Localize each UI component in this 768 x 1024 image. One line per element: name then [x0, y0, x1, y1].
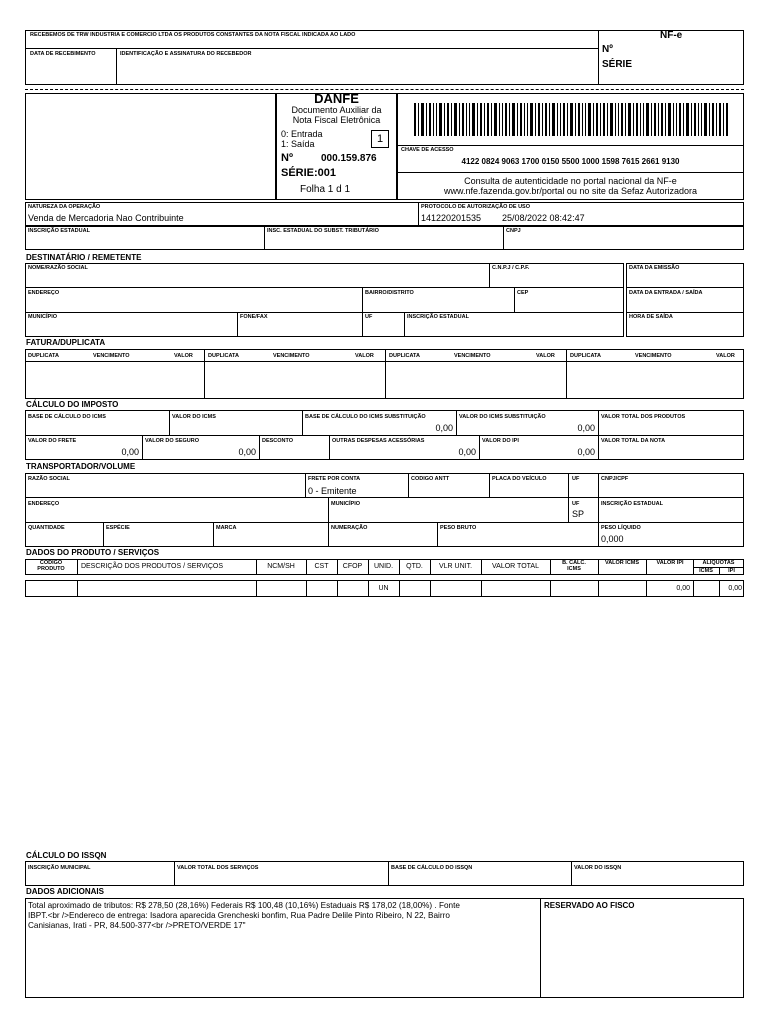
protocolo-data: 25/08/2022 08:42:47	[502, 213, 585, 223]
imposto-section: CÁLCULO DO IMPOSTO	[26, 400, 119, 409]
dest-municipio: MUNICÍPIO	[28, 314, 58, 320]
fatura-dup-1: DUPLICATA	[28, 353, 59, 359]
dest-data-entrada: DATA DA ENTRADA / SAÍDA	[629, 290, 703, 296]
chave-label: CHAVE DE ACESSO	[401, 147, 454, 153]
fatura-venc-4: VENCIMENTO	[635, 353, 672, 359]
fatura-valor-4: VALOR	[716, 353, 735, 359]
danfe-numero-label: Nº	[281, 152, 293, 164]
canhoto-recebemos: RECEBEMOS DE TRW INDUSTRIA E COMERCIO LTDA OS PRODUTOS CONSTANTES DA NOTA FISCAL INDICADA AO LADO	[30, 32, 356, 38]
transp-peso-bruto: PESO BRUTO	[440, 525, 477, 531]
dest-fone: FONE/FAX	[240, 314, 268, 320]
protocolo-value: 141220201535	[421, 213, 482, 223]
canhoto-numero: Nº	[602, 44, 613, 55]
row-aliq-ipi: 0,00	[728, 585, 742, 592]
natureza-value: Venda de Mercadoria Nao Contribuinte	[28, 213, 184, 223]
transp-frete: FRETE POR CONTA	[308, 476, 361, 482]
transp-uf2-val: SP	[572, 509, 585, 519]
canhoto	[25, 30, 744, 85]
imp-bc-icms: BASE DE CÁLCULO DO ICMS	[28, 414, 106, 420]
imp-v-prod: VALOR TOTAL DOS PRODUTOS	[601, 414, 686, 420]
emitente-box	[25, 93, 276, 200]
col-bc-icms: B. CALC. ICMS	[562, 560, 586, 572]
transp-quantidade: QUANTIDADE	[28, 525, 65, 531]
barcode	[414, 103, 728, 136]
transp-uf2: UF	[572, 501, 580, 507]
transp-endereco: ENDEREÇO	[28, 501, 60, 507]
transp-especie: ESPÉCIE	[106, 525, 130, 531]
danfe-folha: Folha 1 d 1	[300, 184, 351, 195]
imp-desconto: DESCONTO	[262, 438, 294, 444]
dest-endereco: ENDEREÇO	[28, 290, 60, 296]
transp-ie: INSCRIÇÃO ESTADUAL	[601, 501, 663, 507]
col-valor-ipi: VALOR IPI	[656, 560, 684, 566]
transp-antt: CODIGO ANTT	[411, 476, 450, 482]
imp-v-nota: VALOR TOTAL DA NOTA	[601, 438, 666, 444]
col-cfop: CFOP	[342, 563, 363, 570]
cut-line	[25, 89, 744, 90]
col-valor-icms: VALOR ICMS	[604, 560, 640, 566]
transp-placa: PLACA DO VEÍCULO	[492, 476, 547, 482]
dest-bairro: BAIRRO/DISTRITO	[365, 290, 414, 296]
row-unid: UN	[378, 585, 389, 592]
chave-value: 4122 0824 9063 1700 0150 5500 1000 1598 7615 2661 9130	[461, 157, 680, 166]
imp-v-icms-st: VALOR DO ICMS SUBSTITUIÇÃO	[459, 414, 546, 420]
ie-label: INSCRIÇÃO ESTADUAL	[28, 228, 90, 234]
col-qtd: QTD.	[406, 563, 423, 570]
adicionais-line1: Total aproximado de tributos: R$ 278,50 (28,16%) Federais R$ 100,48 (10,16%) Estaduais R$ 178,02 (18,00%) . Fonte	[28, 901, 460, 910]
dest-data-emissao: DATA DA EMISSÃO	[629, 265, 680, 271]
transp-razao: RAZÃO SOCIAL	[28, 476, 70, 482]
adicionais-section: DADOS ADICIONAIS	[26, 887, 104, 896]
dest-uf: UF	[365, 314, 373, 320]
adicionais-line3: Canisianas, Irati - PR, 84.500-377<br />PRETO/VERDE 17"	[28, 921, 246, 930]
danfe-sub1: Documento Auxiliar da	[291, 105, 382, 115]
danfe-saida: 1: Saída	[281, 139, 315, 149]
transp-marca: MARCA	[216, 525, 237, 531]
transp-numeracao: NUMERAÇÃO	[331, 525, 368, 531]
fatura-valor-2: VALOR	[355, 353, 374, 359]
imp-outras: OUTRAS DESPESAS ACESSÓRIAS	[332, 438, 425, 444]
transp-frete-val: 0 - Emitente	[308, 486, 357, 496]
fatura-dup-4: DUPLICATA	[570, 353, 601, 359]
col-aliquotas: ALÍQUOTAS	[702, 560, 735, 566]
danfe-entrada: 0: Entrada	[281, 129, 323, 139]
fatura-dup-3: DUPLICATA	[389, 353, 420, 359]
row-valor-ipi: 0,00	[676, 585, 690, 592]
fatura-venc-3: VENCIMENTO	[454, 353, 491, 359]
natureza-label: NATUREZA DA OPERAÇÃO	[28, 204, 101, 210]
imp-frete: VALOR DO FRETE	[28, 438, 77, 444]
issqn-bc: BASE DE CÁLCULO DO ISSQN	[391, 865, 473, 871]
dest-cnpj: C.N.P.J / C.P.F.	[492, 265, 530, 271]
danfe-serie: SÉRIE:001	[281, 167, 337, 179]
canhoto-data-recebimento: DATA DE RECEBIMENTO	[30, 51, 96, 57]
transp-municipio: MUNICÍPIO	[331, 501, 361, 507]
dest-ie: INSCRIÇÃO ESTADUAL	[407, 314, 469, 320]
destinatario-section: DESTINATÁRIO / REMETENTE	[26, 253, 142, 262]
transp-cnpj: CNPJ/CPF	[601, 476, 629, 482]
fatura-valor-1: VALOR	[174, 353, 193, 359]
fatura-venc-1: VENCIMENTO	[93, 353, 130, 359]
ie-st-label: INSC. ESTADUAL DO SUBST. TRIBUTÁRIO	[267, 228, 379, 234]
imp-bc-icms-st-val: 0,00	[435, 423, 453, 433]
imp-outras-val: 0,00	[458, 447, 476, 457]
col-unid: UNID.	[373, 563, 394, 570]
produtos-section: DADOS DO PRODUTO / SERVIÇOS	[26, 548, 160, 557]
danfe-numero: 000.159.876	[321, 153, 377, 164]
canhoto-nfe: NF-e	[660, 30, 683, 41]
fatura-valor-3: VALOR	[536, 353, 555, 359]
transp-peso-liquido-val: 0,000	[601, 534, 624, 544]
col-ncm: NCM/SH	[267, 563, 295, 570]
fatura-dup-2: DUPLICATA	[208, 353, 239, 359]
protocolo-label: PROTOCOLO DE AUTORIZAÇÃO DE USO	[421, 204, 530, 210]
canhoto-identificacao: IDENTIFICAÇÃO E ASSINATURA DO RECEBEDOR	[120, 51, 252, 57]
dest-nome: NOME/RAZÃO SOCIAL	[28, 265, 88, 271]
imp-seguro: VALOR DO SEGURO	[145, 438, 199, 444]
transp-peso-liquido: PESO LÍQUIDO	[601, 525, 641, 531]
transportador-section: TRANSPORTADOR/VOLUME	[26, 462, 136, 471]
danfe-sub2: Nota Fiscal Eletrônica	[292, 115, 381, 125]
col-codigo: CÓDIGO PRODUTO	[37, 560, 65, 572]
fatura-venc-2: VENCIMENTO	[273, 353, 310, 359]
issqn-v-serv: VALOR TOTAL DOS SERVIÇOS	[177, 865, 259, 871]
col-cst: CST	[314, 563, 329, 570]
col-valor-total: VALOR TOTAL	[492, 563, 539, 570]
imp-bc-icms-st: BASE DE CÁLCULO DO ICMS SUBSTITUIÇÃO	[305, 414, 426, 420]
imp-ipi: VALOR DO IPI	[482, 438, 519, 444]
col-aliq-icms: ICMS	[699, 568, 713, 574]
chave-consulta2: www.nfe.fazenda.gov.br/portal ou no site da Sefaz Autorizadora	[444, 186, 697, 196]
imp-seguro-val: 0,00	[238, 447, 256, 457]
col-descricao: DESCRIÇÃO DOS PRODUTOS / SERVIÇOS	[80, 563, 224, 570]
col-vlr-unit: VLR UNIT.	[438, 563, 473, 570]
dest-hora: HORA DE SAÍDA	[629, 314, 673, 320]
issqn-v-issqn: VALOR DO ISSQN	[574, 865, 622, 871]
danfe-tipo: 1	[371, 130, 389, 148]
fatura-section: FATURA/DUPLICATA	[26, 338, 106, 347]
col-aliq-ipi: IPI	[728, 568, 735, 574]
issqn-im: INSCRIÇÃO MUNICIPAL	[28, 865, 91, 871]
reservado-fisco: RESERVADO AO FISCO	[544, 901, 635, 910]
transp-uf: UF	[572, 476, 580, 482]
imp-v-icms-st-val: 0,00	[577, 423, 595, 433]
adicionais-line2: IBPT.<br />Endereco de entrega: Isadora aparecida Grencheski bonfim, Rua Padre Delile Pinto Ribeiro, N 22, Bairro	[28, 911, 450, 920]
cnpj-label: CNPJ	[506, 228, 521, 234]
dest-cep: CEP	[517, 290, 529, 296]
imp-frete-val: 0,00	[121, 447, 139, 457]
imp-v-icms: VALOR DO ICMS	[172, 414, 216, 420]
issqn-section: CÁLCULO DO ISSQN	[26, 851, 107, 860]
imp-ipi-val: 0,00	[577, 447, 595, 457]
danfe-title: DANFE	[314, 91, 359, 106]
chave-consulta1: Consulta de autenticidade no portal nacional da NF-e	[464, 176, 677, 186]
canhoto-serie: SÉRIE	[602, 59, 633, 70]
